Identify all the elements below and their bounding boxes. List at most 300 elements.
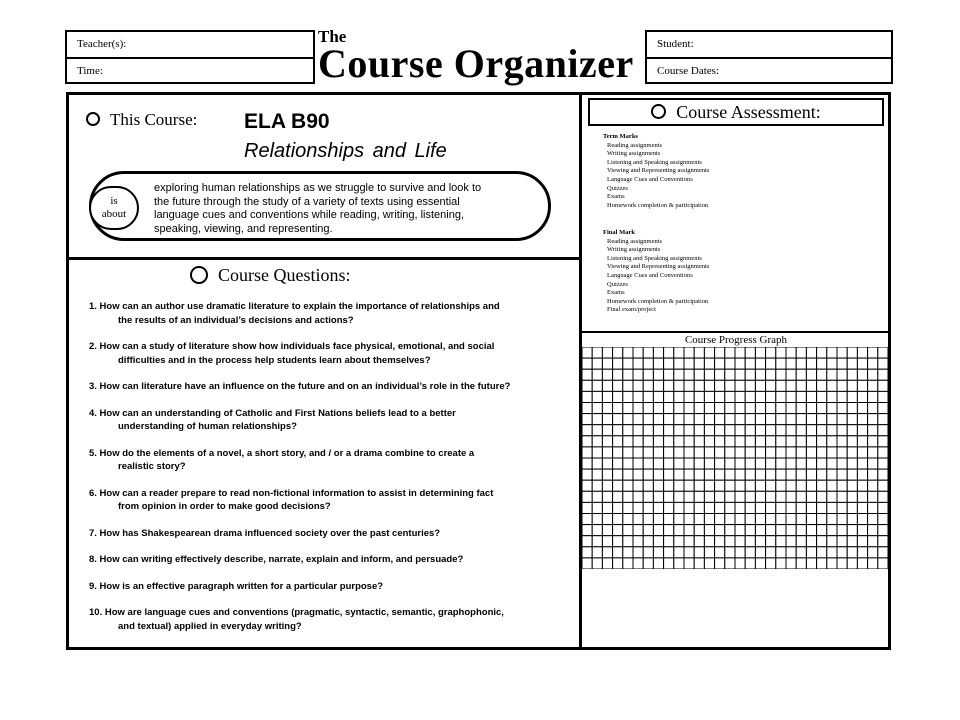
graph-cell[interactable] (633, 347, 643, 358)
graph-cell[interactable] (766, 347, 776, 358)
graph-cell[interactable] (745, 536, 755, 547)
graph-cell[interactable] (633, 391, 643, 402)
graph-cell[interactable] (796, 391, 806, 402)
graph-cell[interactable] (776, 369, 786, 380)
graph-cell[interactable] (715, 425, 725, 436)
graph-cell[interactable] (653, 525, 663, 536)
graph-cell[interactable] (715, 436, 725, 447)
graph-cell[interactable] (582, 436, 592, 447)
graph-cell[interactable] (582, 403, 592, 414)
graph-cell[interactable] (653, 391, 663, 402)
graph-cell[interactable] (857, 358, 867, 369)
graph-cell[interactable] (684, 391, 694, 402)
graph-cell[interactable] (857, 369, 867, 380)
graph-cell[interactable] (847, 403, 857, 414)
graph-cell[interactable] (643, 502, 653, 513)
graph-cell[interactable] (847, 469, 857, 480)
graph-cell[interactable] (786, 514, 796, 525)
graph-cell[interactable] (868, 491, 878, 502)
graph-cell[interactable] (633, 547, 643, 558)
graph-cell[interactable] (786, 447, 796, 458)
graph-cell[interactable] (817, 369, 827, 380)
graph-cell[interactable] (817, 458, 827, 469)
graph-cell[interactable] (664, 436, 674, 447)
graph-cell[interactable] (633, 525, 643, 536)
graph-cell[interactable] (664, 502, 674, 513)
graph-cell[interactable] (796, 514, 806, 525)
graph-cell[interactable] (806, 447, 816, 458)
graph-cell[interactable] (745, 514, 755, 525)
graph-cell[interactable] (766, 425, 776, 436)
graph-cell[interactable] (582, 514, 592, 525)
graph-cell[interactable] (806, 391, 816, 402)
graph-cell[interactable] (613, 436, 623, 447)
graph-cell[interactable] (878, 491, 888, 502)
graph-cell[interactable] (592, 436, 602, 447)
graph-cell[interactable] (868, 436, 878, 447)
graph-cell[interactable] (745, 380, 755, 391)
graph-cell[interactable] (602, 469, 612, 480)
graph-cell[interactable] (776, 480, 786, 491)
graph-cell[interactable] (643, 380, 653, 391)
graph-cell[interactable] (796, 347, 806, 358)
graph-cell[interactable] (766, 469, 776, 480)
graph-cell[interactable] (674, 436, 684, 447)
graph-cell[interactable] (664, 514, 674, 525)
graph-cell[interactable] (643, 414, 653, 425)
graph-cell[interactable] (613, 369, 623, 380)
graph-cell[interactable] (725, 425, 735, 436)
graph-cell[interactable] (766, 403, 776, 414)
graph-cell[interactable] (674, 403, 684, 414)
graph-cell[interactable] (582, 458, 592, 469)
graph-cell[interactable] (613, 414, 623, 425)
graph-cell[interactable] (827, 358, 837, 369)
graph-cell[interactable] (806, 469, 816, 480)
graph-cell[interactable] (582, 536, 592, 547)
graph-cell[interactable] (817, 414, 827, 425)
graph-cell[interactable] (817, 502, 827, 513)
graph-cell[interactable] (694, 358, 704, 369)
graph-cell[interactable] (837, 558, 847, 569)
graph-cell[interactable] (582, 369, 592, 380)
graph-cell[interactable] (694, 514, 704, 525)
graph-cell[interactable] (674, 547, 684, 558)
graph-cell[interactable] (643, 469, 653, 480)
graph-cell[interactable] (684, 347, 694, 358)
graph-cell[interactable] (755, 525, 765, 536)
graph-cell[interactable] (602, 458, 612, 469)
graph-cell[interactable] (674, 414, 684, 425)
graph-cell[interactable] (776, 425, 786, 436)
graph-cell[interactable] (715, 458, 725, 469)
graph-cell[interactable] (633, 458, 643, 469)
graph-cell[interactable] (653, 536, 663, 547)
graph-cell[interactable] (623, 358, 633, 369)
graph-cell[interactable] (827, 480, 837, 491)
graph-cell[interactable] (684, 525, 694, 536)
graph-cell[interactable] (664, 414, 674, 425)
graph-cell[interactable] (755, 502, 765, 513)
graph-cell[interactable] (735, 358, 745, 369)
graph-cell[interactable] (664, 369, 674, 380)
graph-cell[interactable] (704, 536, 714, 547)
graph-cell[interactable] (786, 358, 796, 369)
graph-cell[interactable] (602, 480, 612, 491)
graph-cell[interactable] (704, 525, 714, 536)
graph-cell[interactable] (653, 458, 663, 469)
graph-cell[interactable] (725, 403, 735, 414)
graph-cell[interactable] (745, 491, 755, 502)
graph-cell[interactable] (602, 369, 612, 380)
graph-cell[interactable] (592, 447, 602, 458)
graph-cell[interactable] (817, 536, 827, 547)
graph-cell[interactable] (837, 502, 847, 513)
graph-cell[interactable] (776, 536, 786, 547)
graph-cell[interactable] (868, 469, 878, 480)
graph-cell[interactable] (664, 547, 674, 558)
graph-cell[interactable] (653, 491, 663, 502)
graph-cell[interactable] (847, 436, 857, 447)
graph-cell[interactable] (776, 558, 786, 569)
graph-cell[interactable] (827, 536, 837, 547)
graph-cell[interactable] (827, 369, 837, 380)
graph-cell[interactable] (878, 380, 888, 391)
graph-cell[interactable] (623, 447, 633, 458)
graph-cell[interactable] (643, 403, 653, 414)
graph-cell[interactable] (623, 469, 633, 480)
graph-cell[interactable] (857, 403, 867, 414)
graph-cell[interactable] (592, 425, 602, 436)
graph-cell[interactable] (694, 469, 704, 480)
graph-cell[interactable] (715, 502, 725, 513)
graph-cell[interactable] (837, 514, 847, 525)
graph-cell[interactable] (684, 491, 694, 502)
graph-cell[interactable] (847, 391, 857, 402)
graph-cell[interactable] (725, 358, 735, 369)
graph-cell[interactable] (817, 425, 827, 436)
graph-cell[interactable] (868, 369, 878, 380)
graph-cell[interactable] (674, 502, 684, 513)
graph-cell[interactable] (745, 425, 755, 436)
graph-cell[interactable] (602, 502, 612, 513)
graph-cell[interactable] (613, 480, 623, 491)
graph-cell[interactable] (796, 447, 806, 458)
graph-cell[interactable] (715, 358, 725, 369)
graph-cell[interactable] (857, 436, 867, 447)
graph-cell[interactable] (623, 414, 633, 425)
graph-cell[interactable] (664, 469, 674, 480)
graph-cell[interactable] (847, 525, 857, 536)
graph-cell[interactable] (868, 380, 878, 391)
graph-cell[interactable] (776, 547, 786, 558)
graph-cell[interactable] (868, 414, 878, 425)
graph-cell[interactable] (674, 469, 684, 480)
graph-cell[interactable] (827, 502, 837, 513)
graph-cell[interactable] (755, 369, 765, 380)
graph-cell[interactable] (704, 514, 714, 525)
graph-cell[interactable] (868, 536, 878, 547)
graph-cell[interactable] (602, 514, 612, 525)
graph-cell[interactable] (643, 358, 653, 369)
graph-cell[interactable] (868, 502, 878, 513)
graph-cell[interactable] (735, 536, 745, 547)
graph-cell[interactable] (643, 447, 653, 458)
graph-cell[interactable] (664, 558, 674, 569)
graph-cell[interactable] (715, 536, 725, 547)
graph-cell[interactable] (623, 458, 633, 469)
graph-cell[interactable] (582, 547, 592, 558)
graph-cell[interactable] (878, 525, 888, 536)
graph-cell[interactable] (633, 414, 643, 425)
graph-cell[interactable] (613, 380, 623, 391)
graph-cell[interactable] (817, 547, 827, 558)
graph-cell[interactable] (755, 447, 765, 458)
graph-cell[interactable] (837, 458, 847, 469)
graph-cell[interactable] (694, 547, 704, 558)
graph-cell[interactable] (827, 391, 837, 402)
graph-cell[interactable] (623, 558, 633, 569)
graph-cell[interactable] (868, 425, 878, 436)
graph-cell[interactable] (868, 358, 878, 369)
graph-cell[interactable] (786, 525, 796, 536)
graph-cell[interactable] (623, 547, 633, 558)
graph-cell[interactable] (745, 358, 755, 369)
graph-cell[interactable] (704, 391, 714, 402)
graph-cell[interactable] (878, 391, 888, 402)
graph-cell[interactable] (755, 469, 765, 480)
graph-cell[interactable] (653, 403, 663, 414)
graph-cell[interactable] (715, 480, 725, 491)
graph-cell[interactable] (674, 536, 684, 547)
graph-cell[interactable] (592, 380, 602, 391)
graph-cell[interactable] (796, 414, 806, 425)
graph-cell[interactable] (694, 380, 704, 391)
graph-cell[interactable] (704, 458, 714, 469)
graph-cell[interactable] (633, 558, 643, 569)
graph-cell[interactable] (653, 480, 663, 491)
graph-cell[interactable] (592, 469, 602, 480)
graph-cell[interactable] (755, 436, 765, 447)
graph-cell[interactable] (786, 491, 796, 502)
graph-cell[interactable] (684, 469, 694, 480)
graph-cell[interactable] (766, 525, 776, 536)
graph-cell[interactable] (715, 525, 725, 536)
graph-cell[interactable] (684, 458, 694, 469)
graph-cell[interactable] (806, 425, 816, 436)
graph-cell[interactable] (715, 491, 725, 502)
graph-cell[interactable] (592, 347, 602, 358)
course-progress-graph[interactable] (582, 347, 888, 569)
graph-cell[interactable] (633, 502, 643, 513)
graph-cell[interactable] (878, 447, 888, 458)
graph-cell[interactable] (613, 536, 623, 547)
graph-cell[interactable] (766, 436, 776, 447)
graph-cell[interactable] (582, 525, 592, 536)
graph-cell[interactable] (592, 547, 602, 558)
graph-cell[interactable] (755, 514, 765, 525)
graph-cell[interactable] (623, 391, 633, 402)
graph-cell[interactable] (613, 502, 623, 513)
graph-cell[interactable] (857, 391, 867, 402)
graph-cell[interactable] (684, 436, 694, 447)
student-field[interactable]: Student: (657, 38, 694, 50)
graph-cell[interactable] (796, 536, 806, 547)
graph-cell[interactable] (674, 391, 684, 402)
graph-cell[interactable] (582, 491, 592, 502)
graph-cell[interactable] (623, 502, 633, 513)
graph-cell[interactable] (817, 403, 827, 414)
graph-cell[interactable] (664, 480, 674, 491)
graph-cell[interactable] (602, 403, 612, 414)
graph-cell[interactable] (613, 403, 623, 414)
graph-cell[interactable] (755, 458, 765, 469)
graph-cell[interactable] (643, 391, 653, 402)
graph-cell[interactable] (806, 491, 816, 502)
graph-cell[interactable] (776, 447, 786, 458)
graph-cell[interactable] (684, 414, 694, 425)
graph-cell[interactable] (766, 369, 776, 380)
graph-cell[interactable] (735, 447, 745, 458)
graph-cell[interactable] (796, 480, 806, 491)
graph-cell[interactable] (786, 469, 796, 480)
graph-cell[interactable] (745, 469, 755, 480)
graph-cell[interactable] (664, 380, 674, 391)
graph-cell[interactable] (735, 514, 745, 525)
graph-cell[interactable] (817, 480, 827, 491)
graph-cell[interactable] (633, 480, 643, 491)
graph-cell[interactable] (776, 436, 786, 447)
graph-cell[interactable] (715, 380, 725, 391)
graph-cell[interactable] (623, 425, 633, 436)
graph-cell[interactable] (684, 369, 694, 380)
graph-cell[interactable] (857, 525, 867, 536)
graph-cell[interactable] (796, 547, 806, 558)
graph-cell[interactable] (633, 447, 643, 458)
graph-cell[interactable] (847, 447, 857, 458)
graph-cell[interactable] (755, 347, 765, 358)
graph-cell[interactable] (684, 558, 694, 569)
graph-cell[interactable] (715, 469, 725, 480)
graph-cell[interactable] (857, 480, 867, 491)
graph-cell[interactable] (613, 491, 623, 502)
graph-cell[interactable] (796, 436, 806, 447)
graph-cell[interactable] (633, 514, 643, 525)
graph-cell[interactable] (766, 480, 776, 491)
graph-cell[interactable] (868, 525, 878, 536)
graph-cell[interactable] (766, 414, 776, 425)
graph-cell[interactable] (684, 502, 694, 513)
graph-cell[interactable] (806, 558, 816, 569)
graph-cell[interactable] (735, 458, 745, 469)
graph-cell[interactable] (735, 380, 745, 391)
graph-cell[interactable] (766, 514, 776, 525)
graph-cell[interactable] (878, 480, 888, 491)
graph-cell[interactable] (623, 369, 633, 380)
graph-cell[interactable] (613, 458, 623, 469)
graph-cell[interactable] (735, 469, 745, 480)
graph-cell[interactable] (837, 436, 847, 447)
graph-cell[interactable] (715, 558, 725, 569)
graph-cell[interactable] (796, 525, 806, 536)
graph-cell[interactable] (582, 558, 592, 569)
graph-cell[interactable] (868, 458, 878, 469)
graph-cell[interactable] (694, 536, 704, 547)
graph-cell[interactable] (786, 391, 796, 402)
graph-cell[interactable] (847, 347, 857, 358)
graph-cell[interactable] (776, 414, 786, 425)
graph-cell[interactable] (592, 391, 602, 402)
graph-cell[interactable] (684, 536, 694, 547)
graph-cell[interactable] (827, 436, 837, 447)
graph-cell[interactable] (582, 469, 592, 480)
graph-cell[interactable] (602, 447, 612, 458)
graph-cell[interactable] (735, 491, 745, 502)
graph-cell[interactable] (786, 536, 796, 547)
graph-cell[interactable] (643, 458, 653, 469)
graph-cell[interactable] (653, 547, 663, 558)
graph-cell[interactable] (837, 525, 847, 536)
graph-cell[interactable] (745, 458, 755, 469)
graph-cell[interactable] (725, 514, 735, 525)
graph-cell[interactable] (582, 347, 592, 358)
graph-cell[interactable] (847, 425, 857, 436)
graph-cell[interactable] (827, 380, 837, 391)
graph-cell[interactable] (755, 536, 765, 547)
time-field[interactable]: Time: (67, 57, 313, 82)
graph-cell[interactable] (755, 425, 765, 436)
graph-cell[interactable] (755, 403, 765, 414)
graph-cell[interactable] (725, 414, 735, 425)
graph-cell[interactable] (602, 380, 612, 391)
graph-cell[interactable] (776, 347, 786, 358)
graph-cell[interactable] (735, 558, 745, 569)
graph-cell[interactable] (623, 514, 633, 525)
graph-cell[interactable] (766, 536, 776, 547)
graph-cell[interactable] (806, 458, 816, 469)
graph-cell[interactable] (745, 502, 755, 513)
graph-cell[interactable] (806, 525, 816, 536)
graph-cell[interactable] (613, 358, 623, 369)
graph-cell[interactable] (776, 502, 786, 513)
graph-cell[interactable] (806, 480, 816, 491)
graph-cell[interactable] (684, 447, 694, 458)
graph-cell[interactable] (592, 558, 602, 569)
graph-cell[interactable] (715, 347, 725, 358)
graph-cell[interactable] (847, 458, 857, 469)
graph-cell[interactable] (725, 502, 735, 513)
graph-cell[interactable] (827, 491, 837, 502)
graph-cell[interactable] (786, 502, 796, 513)
graph-cell[interactable] (643, 491, 653, 502)
graph-cell[interactable] (796, 491, 806, 502)
graph-cell[interactable] (613, 525, 623, 536)
graph-cell[interactable] (725, 347, 735, 358)
graph-cell[interactable] (704, 414, 714, 425)
graph-cell[interactable] (878, 558, 888, 569)
graph-cell[interactable] (878, 425, 888, 436)
graph-cell[interactable] (623, 525, 633, 536)
graph-cell[interactable] (582, 502, 592, 513)
graph-cell[interactable] (827, 514, 837, 525)
graph-cell[interactable] (613, 547, 623, 558)
graph-cell[interactable] (837, 536, 847, 547)
graph-cell[interactable] (796, 369, 806, 380)
graph-cell[interactable] (857, 447, 867, 458)
graph-cell[interactable] (847, 536, 857, 547)
graph-cell[interactable] (837, 358, 847, 369)
graph-cell[interactable] (878, 369, 888, 380)
